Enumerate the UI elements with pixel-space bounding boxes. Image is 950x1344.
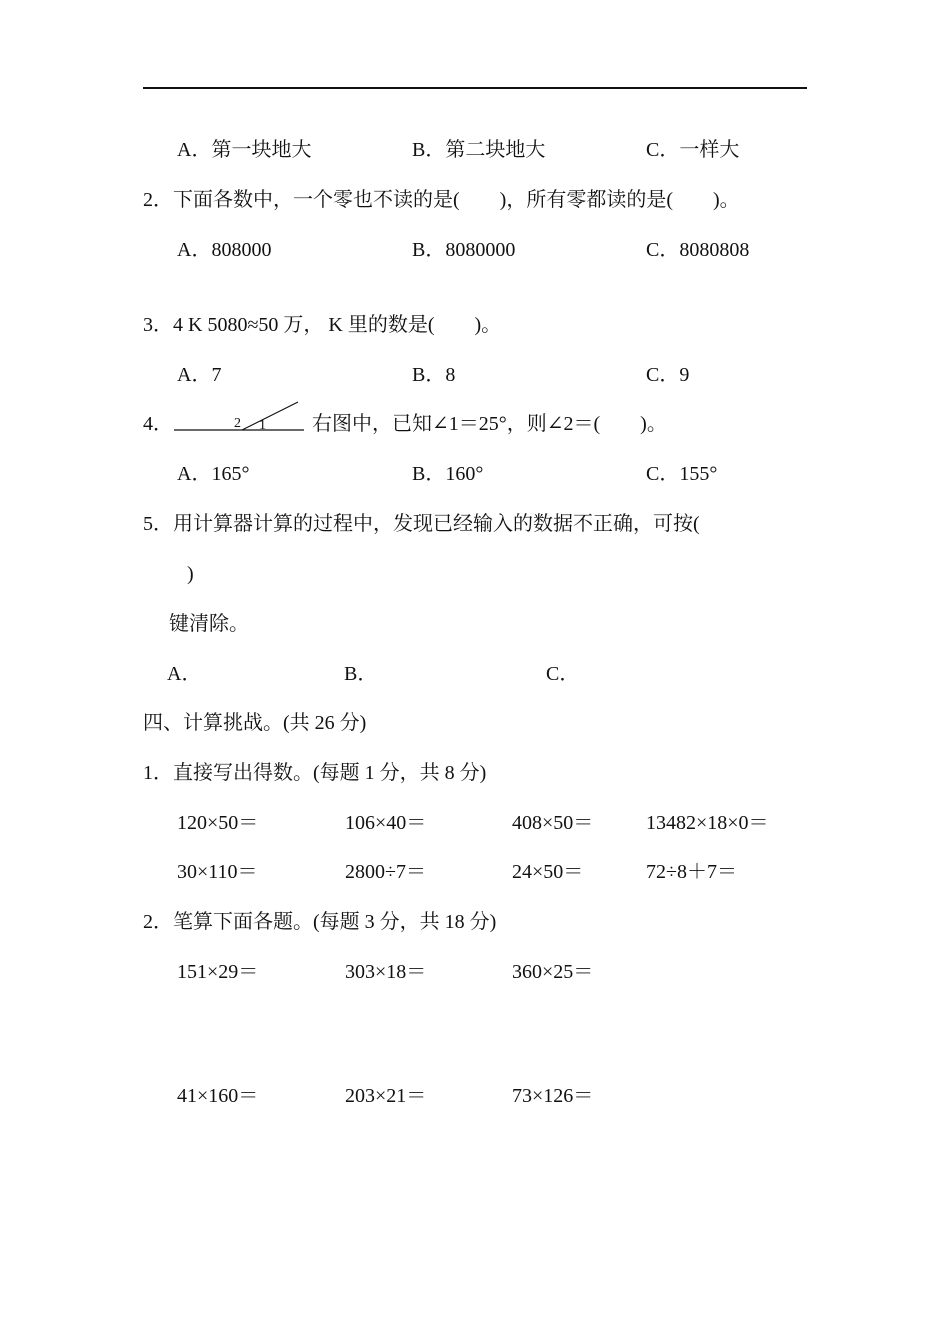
angle-2-label: 2 (234, 416, 241, 431)
angle-diagram (172, 400, 308, 436)
q2-option-a[interactable]: A．808000 (177, 239, 272, 261)
written-calc-item: 360×25＝ (512, 961, 594, 983)
q3-option-a[interactable]: A．7 (177, 364, 222, 386)
calc-item: 13482×18×0＝ (646, 812, 769, 834)
written-calc-item: 151×29＝ (177, 961, 259, 983)
calc-item: 106×40＝ (345, 812, 427, 834)
s4-part1-title: 1．直接写出得数。(每题 1 分，共 8 分) (143, 762, 487, 784)
q5-option-c[interactable]: C． (546, 663, 580, 685)
q4-number: 4． (143, 413, 173, 435)
written-calc-item: 303×18＝ (345, 961, 427, 983)
written-calc-item: 203×21＝ (345, 1085, 427, 1107)
q3-option-c[interactable]: C．9 (646, 364, 690, 386)
q2-stem: 2．下面各数中，一个零也不读的是( )，所有零都读的是( )。 (143, 189, 740, 211)
q5-stem-tail: 键清除。 (169, 613, 249, 635)
q5-option-b[interactable]: B． (344, 663, 378, 685)
s4-part2-title: 2．笔算下面各题。(每题 3 分，共 18 分) (143, 911, 497, 933)
calc-item: 30×110＝ (177, 861, 258, 883)
q5-option-a[interactable]: A． (167, 663, 202, 685)
header-rule (143, 87, 807, 89)
calc-item: 2800÷7＝ (345, 861, 426, 883)
q4-stem: 右图中，已知∠1＝25°，则∠2＝( )。 (312, 413, 667, 435)
q2-option-c[interactable]: C．8080808 (646, 239, 750, 261)
q1-option-a[interactable]: A．第一块地大 (177, 139, 312, 161)
q5-stem-cont: ) (187, 563, 194, 585)
calc-item: 120×50＝ (177, 812, 259, 834)
q3-stem: 3．4 K 5080≈50 万， K 里的数是( )。 (143, 314, 502, 336)
ray-line (242, 402, 298, 430)
angle-1-label: 1 (259, 418, 266, 433)
q2-option-b[interactable]: B．8080000 (412, 239, 516, 261)
q1-option-c[interactable]: C．一样大 (646, 139, 740, 161)
calc-item: 24×50＝ (512, 861, 584, 883)
q1-option-b[interactable]: B．第二块地大 (412, 139, 546, 161)
section4-title: 四、计算挑战。(共 26 分) (143, 712, 367, 734)
q4-option-a[interactable]: A．165° (177, 463, 250, 485)
q5-stem: 5．用计算器计算的过程中，发现已经输入的数据不正确，可按( (143, 513, 700, 535)
q4-option-c[interactable]: C．155° (646, 463, 718, 485)
calc-item: 72÷8＋7＝ (646, 861, 737, 883)
written-calc-item: 41×160＝ (177, 1085, 259, 1107)
written-calc-item: 73×126＝ (512, 1085, 594, 1107)
q4-option-b[interactable]: B．160° (412, 463, 484, 485)
q3-option-b[interactable]: B．8 (412, 364, 456, 386)
calc-item: 408×50＝ (512, 812, 594, 834)
